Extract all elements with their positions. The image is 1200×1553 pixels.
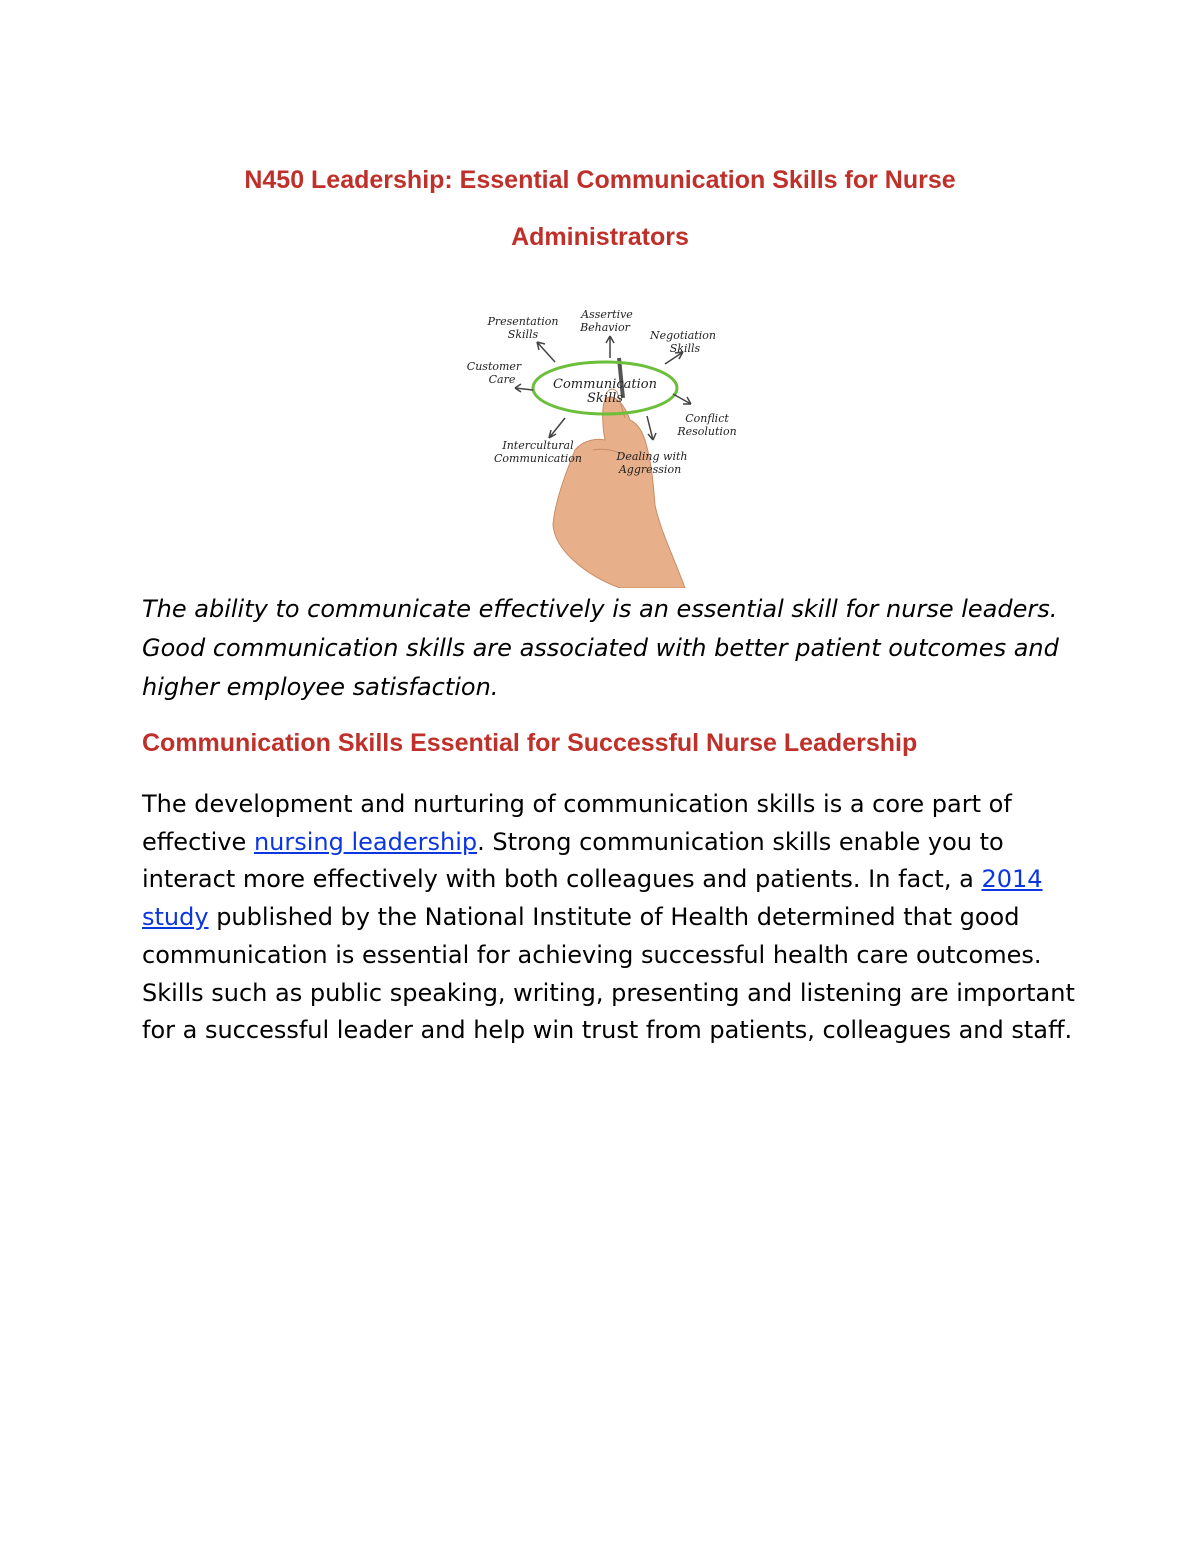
label-conflict-2: Resolution <box>677 425 737 438</box>
label-presentation-1: Presentation <box>487 315 559 328</box>
label-customer-2: Care <box>488 373 516 386</box>
label-conflict-1: Conflict <box>685 412 729 425</box>
document-title-line-1: N450 Leadership: Essential Communication Skills for Nurse <box>244 166 956 194</box>
2014-study-link[interactable]: 2014 study <box>142 865 1043 932</box>
document-title-line-2: Administrators <box>511 223 689 251</box>
hand-icon <box>553 397 685 588</box>
label-intercultural-2: Communication <box>494 452 582 465</box>
label-intercultural-1: Intercultural <box>502 439 574 452</box>
center-label-1: Communication <box>553 377 657 392</box>
intro-paragraph: The ability to communicate effectively is an essential skill for nurse leaders. Good communication skills are associated with better patient outcomes and higher employee satisfaction. <box>142 595 1059 701</box>
body-text-part-3: published by the National Institute of Health determined that good communication is essential for achieving successful health care outcomes. Skills such as public speaking, writing, presenting and listening are important for a successful leader and help win trust from patients, colleagues and staff. <box>142 903 1075 1045</box>
body-text-part-2: . Strong communication skills enable you to interact more effectively with both colleagues and patients. In fact, a <box>142 827 1004 894</box>
label-assertive-1: Assertive <box>581 308 633 321</box>
section-heading: Communication Skills Essential for Successful Nurse Leadership <box>142 729 918 757</box>
body-text-part-1: The development and nurturing of communication skills is a core part of effective <box>142 790 1012 856</box>
communication-skills-illustration <box>455 300 745 588</box>
label-assertive-2: Behavior <box>580 321 630 334</box>
illustration-svg <box>455 300 745 588</box>
nursing-leadership-link[interactable]: nursing leadership <box>253 827 478 856</box>
label-negotiation-2: Skills <box>669 342 701 355</box>
label-presentation-2: Skills <box>507 328 539 341</box>
label-negotiation-1: Negotiation <box>650 329 716 342</box>
label-dealing-2: Aggression <box>618 463 682 476</box>
label-customer-1: Customer <box>466 360 522 373</box>
center-label-2: Skills <box>587 391 623 406</box>
label-dealing-1: Dealing with <box>616 450 688 463</box>
body-paragraph <box>142 786 1082 1050</box>
